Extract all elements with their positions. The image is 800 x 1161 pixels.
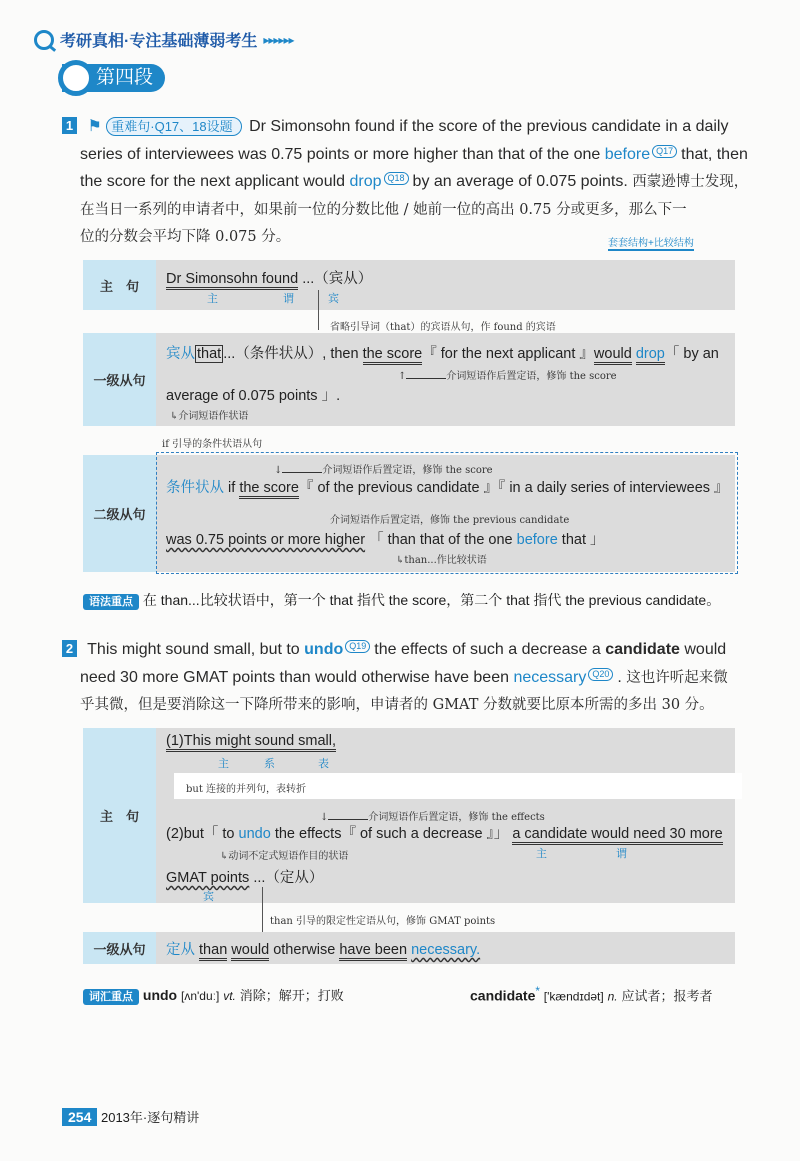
question-badge: Q19 [345,640,370,653]
footer-title: 2013年·逐句精讲 [100,1110,200,1125]
magnifier-logo-icon [34,30,54,50]
level1-label: 一级从句 [83,333,156,426]
vocab-point-2 [470,985,713,1005]
grammar-badge: 语法重点 [83,594,139,610]
brand-title: 考研真相·专注基础薄弱考生 [60,33,258,50]
sentence-2: 2 This might sound small, but to undo Q19 the effects of such a decrease a candidate would need 30 more GMAT points than would otherwise have been necessary Q20 . 这也许听起来微 乎其微，但是要消除这一下降所带来的影响，申请者的 GMAT 分数就要比原本所需的多出 30 分。 [62,636,752,720]
sentence-number: 2 [62,640,77,657]
section-heading [62,64,165,92]
s2-line2a: need 30 more GMAT points than would otherwise have been [80,668,509,686]
note-infinitive: ↳动词不定式短语作目的状语 [220,851,349,862]
label-subject: 主 [207,293,218,305]
label-subject: 主 [218,758,229,770]
section-q-icon [58,60,94,96]
arrows-icon: ▸▸▸▸▸▸ [263,32,294,47]
l1-rest: 「 by an [664,346,719,362]
keyword-necessary: necessary [513,668,587,686]
s2-translation-2: 乎其微，但是要消除这一下降所带来的影响，申请者的 GMAT 分数就要比原本所需的多出 30 分。 [80,697,714,713]
s2-part3 [166,866,323,887]
structure-note: 套套结构+比较结构 [608,234,694,251]
vocab-pos-1: vt. [223,989,236,1003]
main-clause-core: Dr Simonsohn found [166,271,298,290]
s2-l1-otherwise: otherwise [273,942,336,958]
question-badge: Q18 [384,172,409,185]
level1-text: ...（条件状从）, then [223,346,359,362]
s2-p2-undo: undo [238,826,271,842]
s2-p2c: a candidate would need 30 more [512,826,722,845]
s2-p2b: the effects『 of such a decrease 』」 [274,826,509,842]
level1-line1 [166,342,719,363]
label-object: 宾 [328,293,339,305]
clause-type: 宾从 [166,346,195,362]
note-infinitive-text: 动词不定式短语作目的状语 [228,851,349,862]
vocab-def-2: 应试者；报考者 [621,989,713,1005]
grammar-point [83,590,720,610]
l1-modifier: 『 for the next applicant 』 [422,346,594,362]
clause-type-3: 定从 [166,942,195,958]
note-adverbial: ↳介词短语作状语 [170,411,249,422]
l2-than: 「 than that of the one [369,532,513,548]
vocab-ipa-2: ['kændɪdət] [543,989,604,1004]
connector-line [318,290,319,330]
question-badge: Q20 [588,668,613,681]
vocab-ipa-1: [ʌn'duː] [181,989,220,1003]
note-than-clause: than 引导的限定性定语从句，修饰 GMAT points [270,916,496,927]
grammar-text: 在 than...比较状语中，第一个 that 指代 the score，第二个 that 指代 the previous candidate。 [142,592,721,608]
section-title: 第四段 [96,67,154,88]
vocab-pos-2: n. [607,989,618,1004]
page-footer [62,1107,199,1126]
s1-line1: Dr Simonsohn found if the score of the previous candidate in a daily [249,118,729,135]
l2-subject: the score [239,480,299,499]
s2-l1-necessary: necessary. [411,942,481,958]
l2-predicate: was 0.75 points or more higher [166,532,366,548]
note-comparison-text: than...作比较状语 [404,555,487,566]
s2-line1a: This might sound small, but to [87,641,300,658]
main-clause-label: 主 句 [83,260,156,310]
s2-part1 [166,733,336,749]
l2-that: that 」 [561,532,605,548]
s1-line3: the score for the next applicant would [80,173,346,190]
s1-line3c: by an average of 0.075 points. [412,173,628,190]
level2-line1 [166,476,729,497]
label-predicate-2: 谓 [616,848,627,860]
level2-line2 [166,528,605,549]
level1-line2: average of 0.075 points 」. [166,388,341,404]
s2-p2a: (2)but「 to [166,826,235,842]
l1-would: would [594,346,632,365]
keyword-drop: drop [349,173,382,190]
star-icon: * [535,985,540,998]
s2-line1b: the effects of such a decrease a [374,641,601,658]
note-if-clause: if 引导的条件状语从句 [162,439,263,450]
s2-part1-text: (1)This might sound small, [166,733,336,752]
note-effects: ↓ 介词短语作后置定语，修饰 the effects [320,812,545,823]
note-score-text: 介词短语作后置定语，修饰 the score [446,371,617,382]
main-clause-suffix: ...（宾从） [302,271,373,287]
note-score: ↑ 介词短语作后置定语，修饰 the score [398,371,617,382]
s2-level1-label: 一级从句 [83,932,156,964]
keyword-before: before [604,145,651,163]
note-score2: ↓ 介词短语作后置定语，修饰 the score [274,465,493,476]
connector-line-2 [262,887,263,932]
l2-modifiers: 『 of the previous candidate 』『 in a daily series of interviewees 』 [298,480,729,496]
s2-l1-have-been: have been [339,942,407,961]
s2-l1-would: would [231,942,269,961]
keyword-undo: undo [304,641,344,658]
label-object-2: 宾 [203,891,214,903]
l1-drop: drop [636,346,665,365]
sentence-number: 1 [62,117,77,134]
note-object-clause: 省略引导词（that）的宾语从句，作 found 的宾语 [330,322,556,333]
s2-level1-text [166,938,480,959]
s1-translation-3: 位的分数会平均下降 0.075 分。 [80,229,291,245]
main-clause-text [166,267,372,288]
question-badge: Q17 [652,145,677,158]
sentence-1 [62,113,752,252]
vocab-def-1: 消除；解开；打败 [239,989,344,1004]
note-adverbial-text: 介词短语作状语 [178,411,249,422]
l2-before: before [516,532,558,548]
s1-line2: series of interviewees was 0.75 points or more higher than that of the one [80,145,601,163]
vocab-badge: 词汇重点 [83,989,139,1005]
s2-line1c: would [684,641,727,658]
label-subject-2: 主 [536,848,547,860]
s1-translation-2: 在当日一系列的申请者中，如果前一位的分数比他 / 她前一位的高出 0.75 分或更多，那么下一 [80,201,687,218]
s2-l1-than: than [199,942,227,961]
vocab-word-1: undo [142,987,178,1003]
level2-label: 二级从句 [83,455,156,572]
note-but: but 连接的并列句，表转折 [186,784,307,795]
label-predicative: 表 [318,758,329,770]
page-number: 254 [62,1108,97,1126]
note-score2-text: 介词短语作后置定语，修饰 the score [322,465,493,476]
s2-part2 [166,822,723,843]
l1-subject: the score [363,346,423,365]
page-header [34,28,293,51]
that-box: that [197,346,222,362]
s2-p3b: ...（定从） [253,870,324,886]
label-linking: 系 [264,758,275,770]
label-predicate: 谓 [283,293,294,305]
keyword-candidate: candidate [605,641,680,658]
clause-type-2: 条件状从 [166,480,224,496]
difficulty-tag: 重难句·Q17、18设题 [106,117,241,136]
s2-translation-1: 这也许听起来微 [626,669,728,686]
note-effects-text: 介词短语作后置定语，修饰 the effects [368,812,545,823]
s1-translation-1: 西蒙逊博士发现， [632,174,749,190]
note-comparison: ↳than...作比较状语 [396,555,487,566]
s2-gmat: GMAT points [166,870,250,886]
note-candidate: 介词短语作后置定语，修饰 the previous candidate [330,515,570,526]
flag-icon: ⚑ [87,118,102,135]
s2-main-label: 主 句 [83,728,156,903]
s1-line2c: that, then [681,145,748,163]
vocab-point [83,985,344,1004]
l2-if: if [228,480,236,496]
vocab-word-2: candidate [470,987,536,1004]
